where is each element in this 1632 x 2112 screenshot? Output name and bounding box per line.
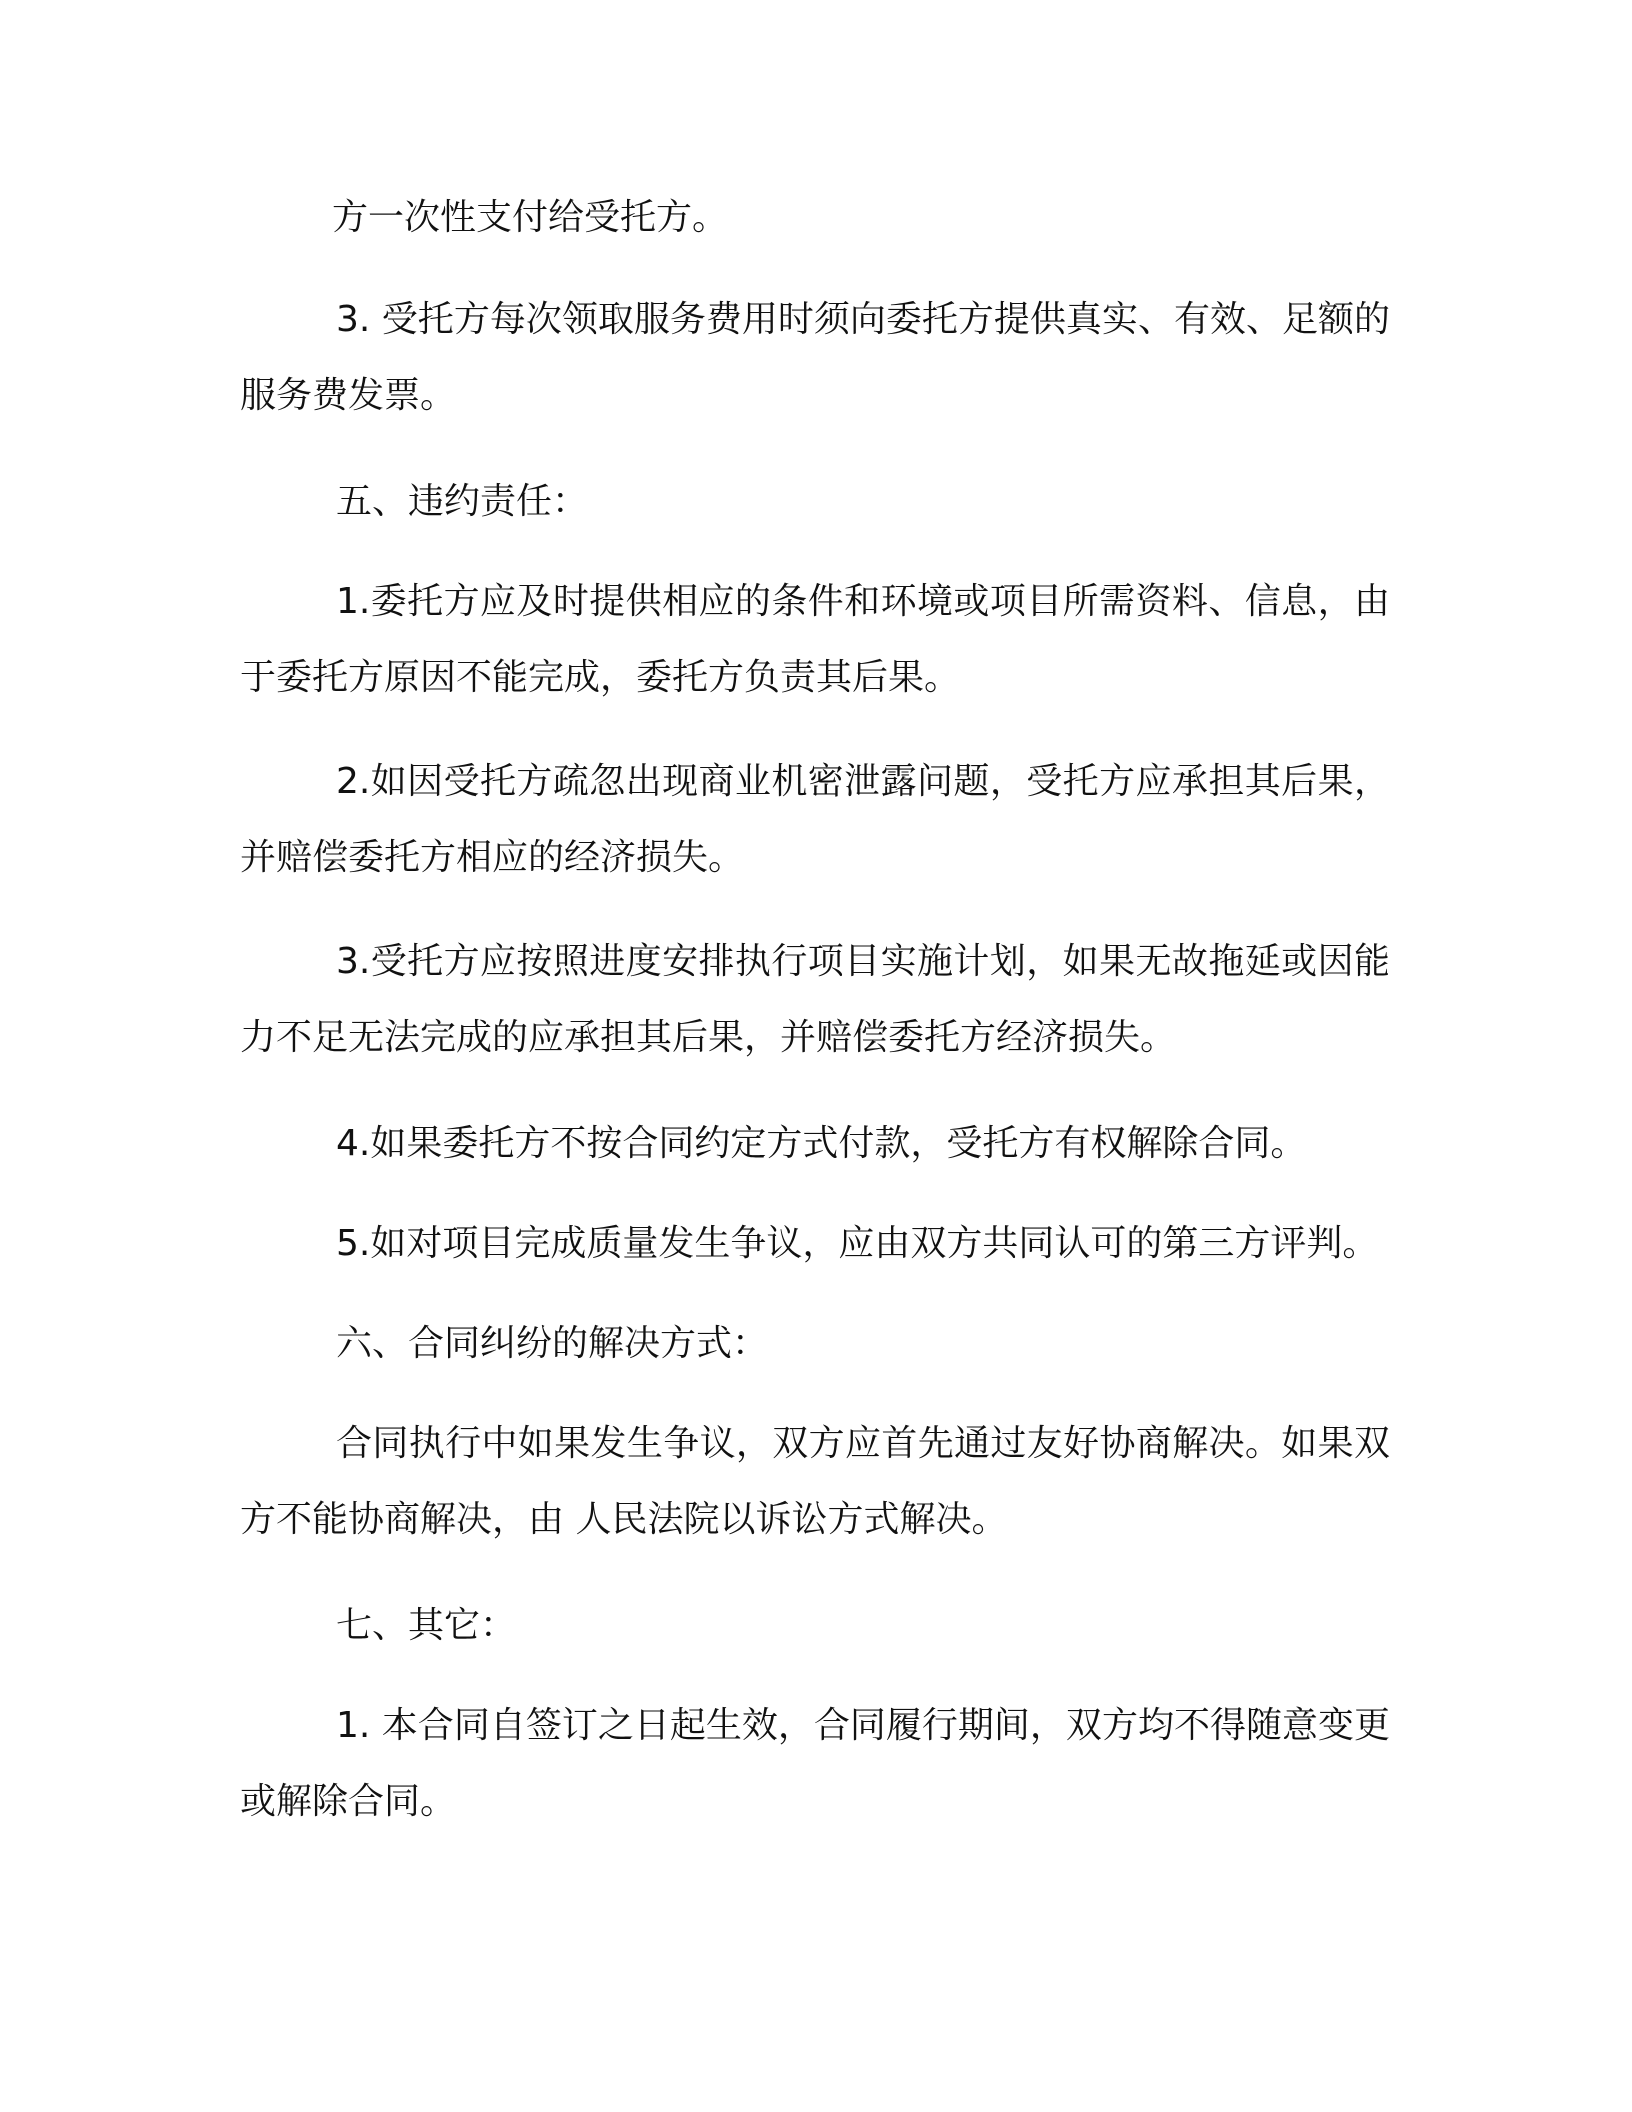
paragraph-breach-clause-2: 2.如因受托方疏忽出现商业机密泄露问题，受托方应承担其后果，并赔偿委托方相应的经济损失。	[240, 761, 1390, 878]
paragraph-dispute-resolution: 合同执行中如果发生争议，双方应首先通过友好协商解决。如果双方不能协商解决，由 人民法院以诉讼方式解决。	[240, 1423, 1390, 1540]
section-heading-other: 七、其它：	[336, 1605, 517, 1646]
paragraph-breach-clause-3: 3.受托方应按照进度安排执行项目实施计划，如果无故拖延或因能力不足无法完成的应承担其后果，并赔偿委托方经济损失。	[240, 941, 1390, 1058]
paragraph-other-clause-1: 1. 本合同自签订之日起生效，合同履行期间，双方均不得随意变更或解除合同。	[240, 1705, 1390, 1822]
paragraph-breach-clause-5: 5.如对项目完成质量发生争议，应由双方共同认可的第三方评判。	[336, 1223, 1379, 1264]
paragraph-invoice-clause: 3. 受托方每次领取服务费用时须向委托方提供真实、有效、足额的服务费发票。	[240, 299, 1390, 416]
paragraph-breach-clause-4: 4.如果委托方不按合同约定方式付款，受托方有权解除合同。	[336, 1123, 1307, 1164]
paragraph-breach-clause-1: 1.委托方应及时提供相应的条件和环境或项目所需资料、信息，由于委托方原因不能完成，委托方负责其后果。	[240, 581, 1390, 698]
paragraph-payment-continuation: 方一次性支付给受托方。	[332, 197, 729, 238]
section-heading-dispute-resolution: 六、合同纠纷的解决方式：	[336, 1323, 769, 1364]
section-heading-breach-liability: 五、违约责任：	[336, 481, 589, 522]
